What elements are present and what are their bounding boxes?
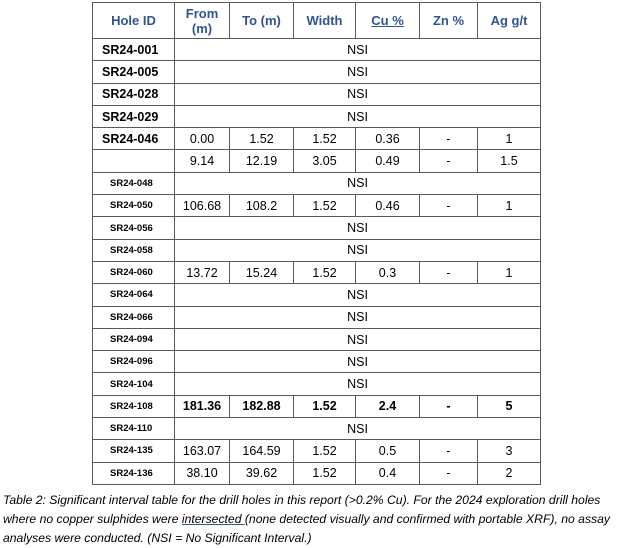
from-cell: 0.00 [175, 128, 230, 150]
hole-id-cell: SR24-136 [93, 462, 175, 484]
table-row [93, 239, 541, 261]
from-cell: 106.68 [175, 195, 230, 217]
table-row [93, 373, 541, 395]
hole-id-cell: SR24-110 [93, 418, 175, 440]
header-from: From (m) [175, 3, 230, 39]
table-row [93, 39, 541, 61]
ag-cell: 1.5 [478, 150, 541, 172]
caption-underlined-word: intersected [181, 512, 245, 526]
header-cu-label: Cu % [371, 13, 404, 28]
hole-id-cell: SR24-001 [93, 39, 175, 61]
nsi-cell: NSI [175, 172, 541, 194]
hole-id-cell [93, 150, 175, 172]
hole-id-cell: SR24-096 [93, 351, 175, 373]
hole-id-cell: SR24-104 [93, 373, 175, 395]
header-to: To (m) [230, 3, 294, 39]
from-cell: 163.07 [175, 440, 230, 462]
zn-cell: - [420, 440, 478, 462]
table-row [93, 284, 541, 306]
width-cell: 1.52 [294, 195, 356, 217]
table-row [93, 172, 541, 194]
nsi-cell: NSI [175, 306, 541, 328]
hole-id-cell: SR24-108 [93, 395, 175, 417]
table-row [93, 395, 541, 417]
width-cell: 1.52 [294, 440, 356, 462]
width-cell: 1.52 [294, 462, 356, 484]
zn-cell: - [420, 150, 478, 172]
cu-cell: 0.46 [356, 195, 420, 217]
zn-cell: - [420, 261, 478, 283]
zn-cell: - [420, 195, 478, 217]
nsi-cell: NSI [175, 217, 541, 239]
hole-id-cell: SR24-060 [93, 261, 175, 283]
table-row [93, 105, 541, 127]
header-row [93, 3, 541, 39]
table-row [93, 195, 541, 217]
table-row [93, 351, 541, 373]
table-row [93, 217, 541, 239]
cu-cell: 0.49 [356, 150, 420, 172]
table-row [93, 440, 541, 462]
to-cell: 164.59 [230, 440, 294, 462]
hole-id-cell: SR24-028 [93, 83, 175, 105]
cu-cell: 0.3 [356, 261, 420, 283]
from-cell: 38.10 [175, 462, 230, 484]
ag-cell: 1 [478, 195, 541, 217]
width-cell: 1.52 [294, 261, 356, 283]
to-cell: 15.24 [230, 261, 294, 283]
width-cell: 3.05 [294, 150, 356, 172]
table-row [93, 328, 541, 350]
cu-cell: 2.4 [356, 395, 420, 417]
table-caption [3, 491, 627, 548]
header-width: Width [294, 3, 356, 39]
header-zn: Zn % [420, 3, 478, 39]
hole-id-cell: SR24-094 [93, 328, 175, 350]
nsi-cell: NSI [175, 351, 541, 373]
table-row [93, 418, 541, 440]
header-cu [356, 3, 420, 39]
hole-id-cell: SR24-066 [93, 306, 175, 328]
hole-id-cell: SR24-056 [93, 217, 175, 239]
header-ag: Ag g/t [478, 3, 541, 39]
table-row [93, 61, 541, 83]
to-cell: 39.62 [230, 462, 294, 484]
ag-cell: 1 [478, 128, 541, 150]
to-cell: 12.19 [230, 150, 294, 172]
to-cell: 1.52 [230, 128, 294, 150]
hole-id-cell: SR24-046 [93, 128, 175, 150]
nsi-cell: NSI [175, 418, 541, 440]
hole-id-cell: SR24-064 [93, 284, 175, 306]
hole-id-cell: SR24-135 [93, 440, 175, 462]
width-cell: 1.52 [294, 128, 356, 150]
hole-id-cell: SR24-029 [93, 105, 175, 127]
nsi-cell: NSI [175, 284, 541, 306]
nsi-cell: NSI [175, 373, 541, 395]
width-cell: 1.52 [294, 395, 356, 417]
table-row [93, 128, 541, 150]
from-cell: 13.72 [175, 261, 230, 283]
hole-id-cell: SR24-005 [93, 61, 175, 83]
zn-cell: - [420, 395, 478, 417]
nsi-cell: NSI [175, 83, 541, 105]
ag-cell: 1 [478, 261, 541, 283]
zn-cell: - [420, 128, 478, 150]
caption-text-1: Table 2: Significant interval table for the drill holes in this report (>0.2% Cu). For the 2024 exploration drill holes where no copper sulphides were [3, 493, 601, 526]
from-cell: 9.14 [175, 150, 230, 172]
cu-cell: 0.4 [356, 462, 420, 484]
table-row [93, 261, 541, 283]
ag-cell: 2 [478, 462, 541, 484]
to-cell: 182.88 [230, 395, 294, 417]
table-row [93, 462, 541, 484]
header-hole-id: Hole ID [93, 3, 175, 39]
table-row [93, 306, 541, 328]
nsi-cell: NSI [175, 39, 541, 61]
nsi-cell: NSI [175, 61, 541, 83]
hole-id-cell: SR24-048 [93, 172, 175, 194]
nsi-cell: NSI [175, 105, 541, 127]
nsi-cell: NSI [175, 328, 541, 350]
hole-id-cell: SR24-050 [93, 195, 175, 217]
nsi-cell: NSI [175, 239, 541, 261]
table-row [93, 83, 541, 105]
from-cell: 181.36 [175, 395, 230, 417]
cu-cell: 0.5 [356, 440, 420, 462]
ag-cell: 5 [478, 395, 541, 417]
drill-interval-table [92, 2, 541, 485]
zn-cell: - [420, 462, 478, 484]
to-cell: 108.2 [230, 195, 294, 217]
caption-text-2: (none detected visually and confirmed with portable XRF), no assay analyses were conducted. (NSI = No Significant Interval.) [3, 512, 611, 545]
hole-id-cell: SR24-058 [93, 239, 175, 261]
ag-cell: 3 [478, 440, 541, 462]
table-row [93, 150, 541, 172]
cu-cell: 0.36 [356, 128, 420, 150]
